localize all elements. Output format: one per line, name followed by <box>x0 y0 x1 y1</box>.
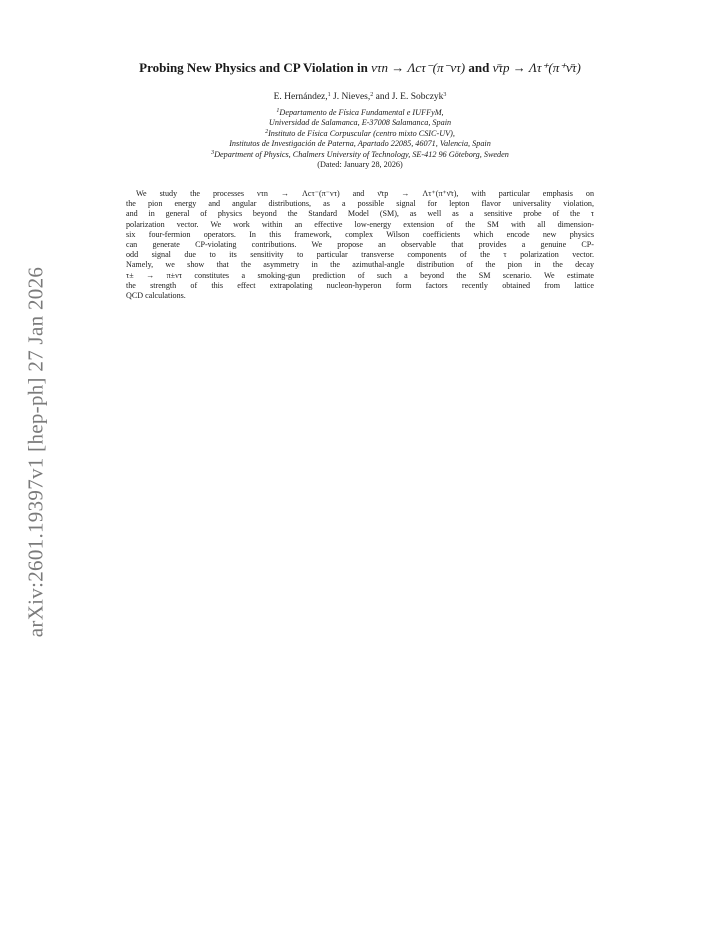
title-process-1: ντn → Λcτ⁻(π⁻ντ) <box>371 60 466 75</box>
abstract-line: τ± → π±ντ constitutes a smoking-gun prediction of such a beyond the SM scenario. We estimate <box>126 270 594 280</box>
abstract-line: the pion energy and angular distributions, as a possible signal for lepton flavor universality violation, <box>126 199 594 209</box>
author-affil-mark: 3 <box>443 92 447 98</box>
paper-title <box>80 60 640 76</box>
abstract-line: can generate CP-violating contributions. We propose an observable that provides a genuine CP- <box>126 240 594 250</box>
abstract-line: and in general of physics beyond the Standard Model (SM), as well as a sensitive probe of the τ <box>126 209 594 219</box>
title-and: and <box>465 60 493 75</box>
author-name: and J. E. Sobczyk <box>373 92 444 102</box>
title-process-2: ν̄τp → Λτ⁺(π⁺ν̄τ) <box>492 60 581 75</box>
author-affil-mark: 1 <box>327 92 331 98</box>
arxiv-side-stamp <box>16 256 56 648</box>
date-line: (Dated: January 28, 2026) <box>317 160 403 170</box>
arxiv-identifier: arXiv:2601.19397v1 [hep-ph] 27 Jan 2026 <box>23 266 48 638</box>
affiliation-line: Universidad de Salamanca, E-37008 Salamanca, Spain <box>268 118 452 128</box>
abstract <box>126 189 594 301</box>
affiliations <box>80 108 640 170</box>
author-name: J. Nieves, <box>330 92 371 102</box>
author-affil-mark: 2 <box>370 92 374 98</box>
abstract-line: six four-fermion operators. In this framework, complex Wilson coefficients which encode new physics <box>126 229 594 239</box>
abstract-line: polarization vector. We work within an effective low-energy extension of the SM with all dimension- <box>126 219 594 229</box>
abstract-line: Namely, we show that the asymmetry in the azimuthal-angle distribution of the pion in the decay <box>126 260 594 270</box>
author-name: E. Hernández, <box>273 92 328 102</box>
title-prefix: Probing New Physics and CP Violation in <box>139 60 372 75</box>
affiliation-line: $^3$Department of Physics, Chalmers University of Technology, SE-412 96 Göteborg, Sweden <box>211 149 509 159</box>
affiliation-line: Institutos de Investigación de Paterna, Apartado 22085, 46071, Valencia, Spain <box>229 139 491 149</box>
author-list <box>80 92 640 102</box>
abstract-line: odd signal due to its sensitivity to particular transverse components of the τ polarization vector. <box>126 250 594 260</box>
abstract-line: We study the processes ντn → Λcτ⁻(π⁻ντ) and ν̄τp → Λτ⁺(π⁺ν̄τ), with particular emphasis on <box>136 189 594 198</box>
abstract-line: the strength of this effect extrapolating nucleon-hyperon form factors recently obtained from lattice <box>126 280 594 290</box>
affiliation-line: $^1$Departamento de Física Fundamental e IUFFyM, <box>276 108 444 117</box>
affiliation-line: $^2$Instituto de Física Corpuscular (centro mixto CSIC-UV), <box>265 128 455 138</box>
abstract-line: QCD calculations. <box>126 291 186 301</box>
